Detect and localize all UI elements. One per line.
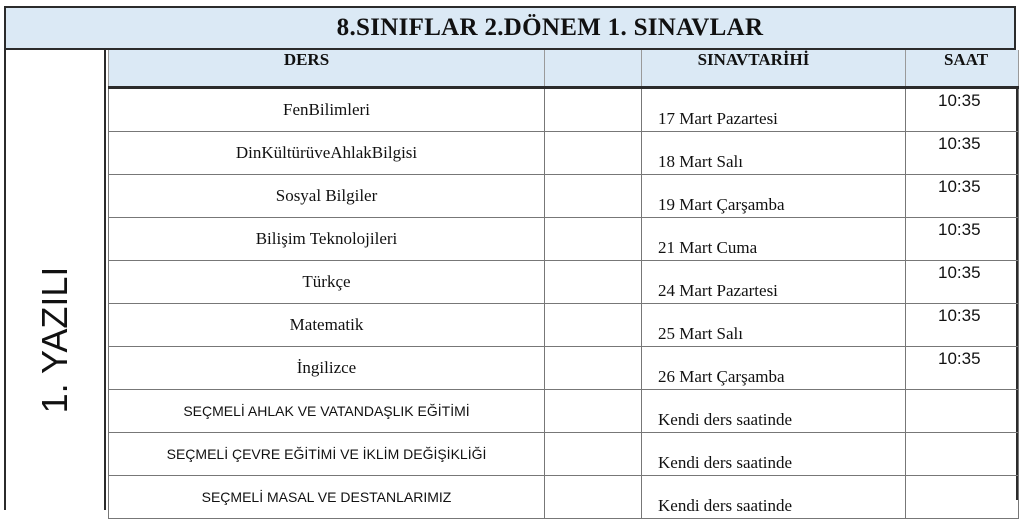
header-tarih: SINAVTARİHİ <box>642 50 906 88</box>
table-row <box>109 476 1019 519</box>
date-cell: 19 Mart Çarşamba <box>642 175 906 218</box>
date-cell: Kendi ders saatinde <box>642 476 906 519</box>
time-cell <box>906 390 1019 433</box>
date-cell: 17 Mart Pazartesi <box>642 88 906 132</box>
empty-cell <box>545 218 642 261</box>
ders-cell: DinKültürüveAhlakBilgisi <box>109 132 545 175</box>
ders-cell: SEÇMELİ ÇEVRE EĞİTİMİ VE İKLİM DEĞİŞİKLİĞİ <box>109 433 545 476</box>
date-cell: 21 Mart Cuma <box>642 218 906 261</box>
empty-cell <box>545 347 642 390</box>
time-cell: 10:35 <box>906 304 1019 347</box>
header-saat: SAAT <box>906 50 1019 88</box>
date-cell: Kendi ders saatinde <box>642 390 906 433</box>
ders-cell: Bilişim Teknolojileri <box>109 218 545 261</box>
table-row <box>109 347 1019 390</box>
side-label: 1. YAZILI <box>34 266 75 414</box>
empty-cell <box>545 304 642 347</box>
table-row <box>109 390 1019 433</box>
date-cell: 18 Mart Salı <box>642 132 906 175</box>
time-cell: 10:35 <box>906 132 1019 175</box>
page-title: 8.SINIFLAR 2.DÖNEM 1. SINAVLAR <box>336 14 764 41</box>
table-row <box>109 304 1019 347</box>
empty-cell <box>545 390 642 433</box>
table-header-row <box>109 50 1019 88</box>
time-cell: 10:35 <box>906 218 1019 261</box>
date-cell: 26 Mart Çarşamba <box>642 347 906 390</box>
table-row <box>109 88 1019 132</box>
exam-schedule-table <box>108 50 1019 519</box>
time-cell: 10:35 <box>906 347 1019 390</box>
empty-cell <box>545 261 642 304</box>
ders-cell: Türkçe <box>109 261 545 304</box>
time-cell <box>906 433 1019 476</box>
table-row <box>109 218 1019 261</box>
side-label-column <box>4 50 106 510</box>
empty-cell <box>545 476 642 519</box>
table-row <box>109 261 1019 304</box>
ders-cell: SEÇMELİ AHLAK VE VATANDAŞLIK EĞİTİMİ <box>109 390 545 433</box>
time-cell: 10:35 <box>906 88 1019 132</box>
ders-cell: FenBilimleri <box>109 88 545 132</box>
header-empty <box>545 50 642 88</box>
header-ders: DERS <box>109 50 545 88</box>
empty-cell <box>545 88 642 132</box>
date-cell: 24 Mart Pazartesi <box>642 261 906 304</box>
time-cell <box>906 476 1019 519</box>
ders-cell: Sosyal Bilgiler <box>109 175 545 218</box>
empty-cell <box>545 433 642 476</box>
page-title-bar <box>4 6 1016 50</box>
date-cell: 25 Mart Salı <box>642 304 906 347</box>
ders-cell: SEÇMELİ MASAL VE DESTANLARIMIZ <box>109 476 545 519</box>
table-row <box>109 175 1019 218</box>
date-cell: Kendi ders saatinde <box>642 433 906 476</box>
table-row <box>109 132 1019 175</box>
time-cell: 10:35 <box>906 261 1019 304</box>
empty-cell <box>545 132 642 175</box>
table-row <box>109 433 1019 476</box>
empty-cell <box>545 175 642 218</box>
ders-cell: İngilizce <box>109 347 545 390</box>
ders-cell: Matematik <box>109 304 545 347</box>
time-cell: 10:35 <box>906 175 1019 218</box>
